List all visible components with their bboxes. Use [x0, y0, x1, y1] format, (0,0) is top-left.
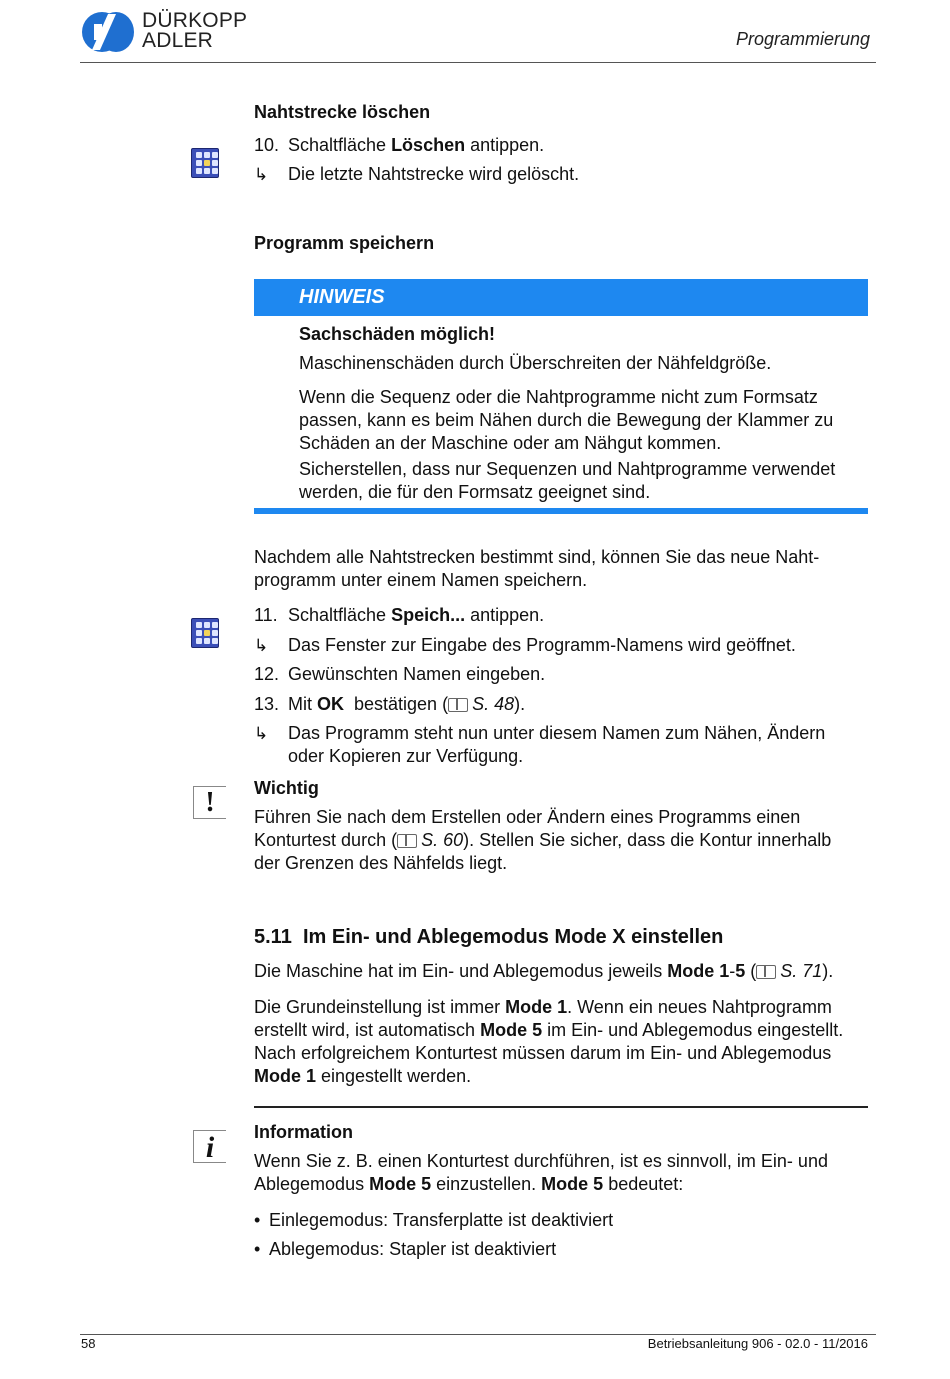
notice-p3-line: Sicherstellen, dass nur Sequenzen und Nahtprogramme verwendet — [299, 459, 836, 479]
step-number: 13. — [254, 694, 280, 714]
logo-line-2: ADLER — [142, 29, 214, 52]
save-intro — [254, 546, 819, 592]
list-item — [254, 1209, 613, 1232]
important-title: Wichtig — [254, 778, 319, 798]
button-name-speich: Speich... — [391, 605, 466, 625]
bullet: • — [254, 1210, 261, 1230]
page-number: 58 — [81, 1336, 96, 1351]
section-5-11-paragraph-1 — [254, 960, 833, 983]
p2-line: Nach erfolgreichem Konturtest müssen darum im Ein- und Ablegemodus — [254, 1043, 832, 1063]
p2-text: Die Grundeinstellung ist immer — [254, 997, 506, 1017]
logo-mark-icon — [80, 10, 136, 54]
notice-paragraph-3 — [299, 458, 835, 504]
section-number: 5.11 — [254, 926, 292, 948]
info-icon — [193, 1130, 226, 1163]
result-10 — [254, 163, 579, 186]
result-text: Das Fenster zur Eingabe des Programm-Namens wird geöffnet. — [288, 635, 796, 655]
notice-title: HINWEIS — [299, 286, 385, 308]
header-section-title: Programmierung — [735, 29, 870, 49]
important-line: Führen Sie nach dem Erstellen oder Ändern eines Programms einen — [254, 807, 801, 827]
section-5-11-paragraph-2 — [254, 996, 843, 1088]
page-reference[interactable]: S. 71 — [780, 961, 823, 981]
section-heading-delete: Nahtstrecke löschen — [254, 102, 431, 122]
info-text: einzustellen. — [431, 1174, 542, 1194]
p1-dash: - — [729, 961, 736, 981]
book-reference-icon — [756, 965, 776, 979]
notice-p2-line: passen, kann es beim Nähen durch die Bewegung der Klammer zu — [299, 410, 834, 430]
p2-line — [254, 1019, 843, 1042]
p2-text: eingestellt werden. — [316, 1066, 472, 1086]
book-reference-icon — [448, 698, 468, 712]
info-text: bedeutet: — [603, 1174, 684, 1194]
mode-1: Mode 1 — [254, 1066, 317, 1086]
step-10 — [254, 134, 544, 157]
mode-5: Mode 5 — [480, 1020, 543, 1040]
mode-5: Mode 5 — [541, 1174, 604, 1194]
step-text: Mit — [288, 694, 317, 714]
step-number: 12. — [254, 664, 280, 684]
info-mark: i — [205, 1131, 215, 1164]
mode-1: Mode 1 — [667, 961, 730, 981]
notice-p2-line: Schäden an der Maschine oder am Nähgut kommen. — [299, 433, 722, 453]
step-text-end: antippen. — [465, 135, 545, 155]
information-line: Wenn Sie z. B. einen Konturtest durchführen, ist es sinnvoll, im Ein- und — [254, 1151, 828, 1171]
company-logo — [80, 8, 270, 54]
information-bullet-list — [254, 1209, 613, 1261]
notice-p3-line: werden, die für den Formsatz geeignet sind. — [299, 482, 651, 502]
important-body — [254, 806, 831, 875]
result-11 — [254, 634, 796, 657]
section-5-11-heading — [254, 926, 723, 949]
p1-open: ( — [745, 961, 757, 981]
mode-5: 5 — [735, 961, 746, 981]
list-item — [254, 1238, 613, 1261]
info-text: Ablegemodus — [254, 1174, 370, 1194]
p2-line — [254, 996, 843, 1019]
notice-header-bar — [254, 279, 868, 316]
button-name-ok: OK — [317, 694, 344, 714]
logo-line-1: DÜRKOPP — [142, 9, 248, 32]
important-text: Konturtest durch ( — [254, 830, 398, 850]
section-title: Im Ein- und Ablegemodus Mode X einstellen — [302, 926, 724, 948]
step-text-end: ). — [514, 694, 526, 714]
information-title: Information — [254, 1122, 353, 1142]
mode-1: Mode 1 — [505, 997, 568, 1017]
save-intro-line: Nachdem alle Nahtstrecken bestimmt sind, können Sie das neue Naht- — [254, 547, 820, 567]
result-line: Das Programm steht nun unter diesem Namen zum Nähen, Ändern — [288, 723, 826, 743]
footer-rule — [80, 1334, 876, 1335]
p2-text: im Ein- und Ablegemodus eingestellt. — [542, 1020, 844, 1040]
bullet: • — [254, 1239, 261, 1259]
notice-p2-line: Wenn die Sequenz oder die Nahtprogramme nicht zum Formsatz — [299, 387, 818, 407]
notice-paragraph-2 — [299, 386, 833, 455]
book-reference-icon — [397, 834, 417, 848]
save-intro-line: programm unter einem Namen speichern. — [254, 570, 588, 590]
p2-line — [254, 1065, 843, 1088]
step-number: 10. — [254, 135, 280, 155]
step-text: Gewünschten Namen eingeben. — [288, 664, 546, 684]
header-rule — [80, 62, 876, 63]
arrow-result-icon: ↳ — [254, 724, 269, 743]
step-11 — [254, 604, 544, 627]
arrow-result-icon: ↳ — [254, 165, 269, 184]
important-line — [254, 829, 831, 852]
step-number: 11. — [254, 605, 278, 625]
mode-5: Mode 5 — [369, 1174, 432, 1194]
touch-button-icon — [191, 148, 219, 178]
notice-subtitle: Sachschäden möglich! — [299, 324, 496, 344]
touch-button-icon — [191, 618, 219, 648]
step-text-end: antippen. — [465, 605, 545, 625]
step-text: Schaltfläche — [288, 135, 392, 155]
section-heading-save: Programm speichern — [254, 233, 435, 253]
p1-close: ). — [822, 961, 834, 981]
information-line — [254, 1173, 828, 1196]
important-text: ). Stellen Sie sicher, dass die Kontur innerhalb — [463, 830, 832, 850]
page-reference[interactable]: S. 48 — [472, 694, 515, 714]
p2-text: erstellt wird, ist automatisch — [254, 1020, 481, 1040]
step-text-mid: bestätigen ( — [344, 694, 449, 714]
information-rule — [254, 1106, 868, 1108]
important-line: der Grenzen des Nähfelds liegt. — [254, 853, 508, 873]
footer-doc-info: Betriebsanleitung 906 - 02.0 - 11/2016 — [647, 1336, 868, 1351]
p1-text: Die Maschine hat im Ein- und Ablegemodus jeweils — [254, 961, 668, 981]
step-13 — [254, 693, 525, 716]
arrow-result-icon: ↳ — [254, 636, 269, 655]
page-reference[interactable]: S. 60 — [421, 830, 464, 850]
step-12 — [254, 663, 545, 686]
result-13 — [254, 722, 825, 768]
result-text — [288, 722, 825, 768]
information-body — [254, 1150, 828, 1196]
button-name-loeschen: Löschen — [391, 135, 466, 155]
notice-paragraph-1: Maschinenschäden durch Überschreiten der Nähfeldgröße. — [299, 353, 772, 373]
exclamation-icon — [193, 786, 226, 819]
result-line: oder Kopieren zur Verfügung. — [288, 746, 524, 766]
list-item-text: Ablegemodus: Stapler ist deaktiviert — [269, 1239, 557, 1259]
list-item-text: Einlegemodus: Transferplatte ist deaktiviert — [269, 1210, 614, 1230]
result-text: Die letzte Nahtstrecke wird gelöscht. — [288, 164, 580, 184]
exclamation-mark: ! — [205, 787, 215, 818]
p2-text: . Wenn ein neues Nahtprogramm — [567, 997, 832, 1017]
notice-bottom-bar — [254, 508, 868, 514]
step-text: Schaltfläche — [288, 605, 392, 625]
